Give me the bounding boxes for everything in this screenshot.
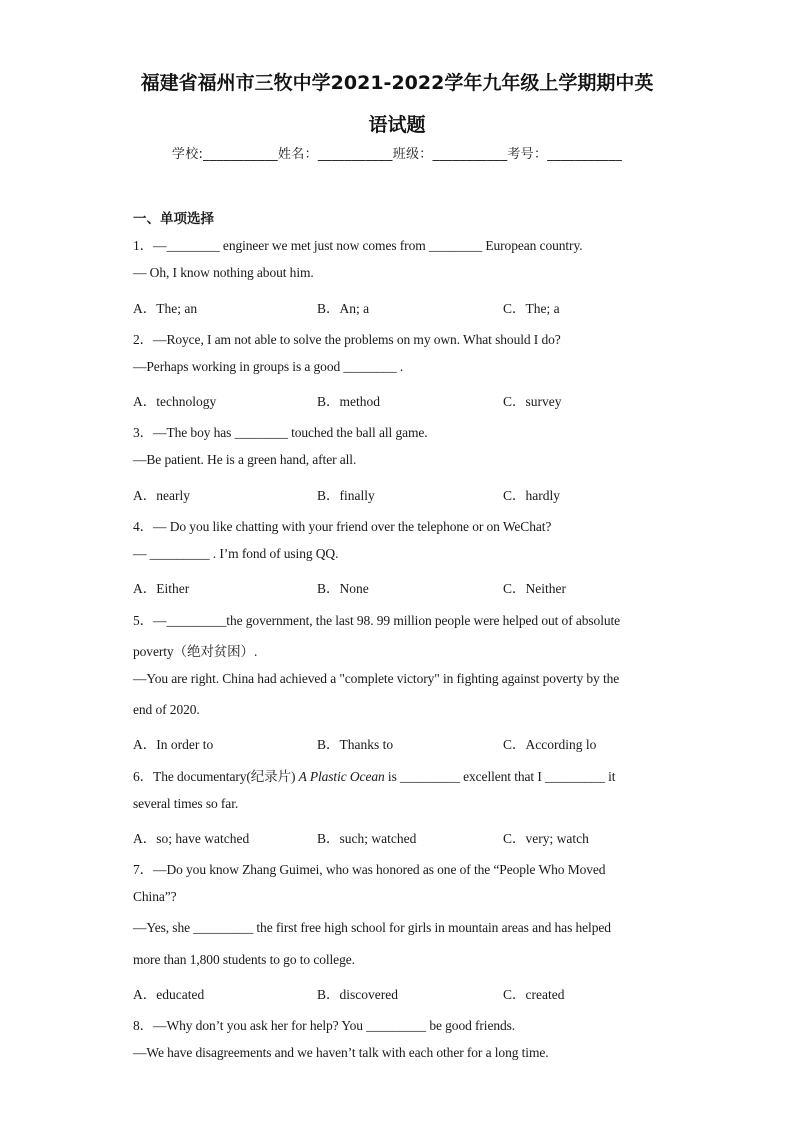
question-6-stem-pre: 6．The documentary(纪录片) [133,769,299,784]
question-4-reply: — _________ . I’m fond of using QQ. [133,546,339,561]
question-6-option-b: B．such; watched [317,831,417,846]
question-5-option-a: A．In order to [133,737,214,752]
question-2-option-c: C．survey [503,394,562,409]
question-6-option-c: C．very; watch [503,831,589,846]
question-8-reply: —We have disagreements and we haven’t talk with each other for a long time. [133,1045,549,1060]
question-6-film-title: A Plastic Ocean [298,769,385,784]
question-5-stem: 5．—_________the government, the last 98. 99 million people were helped out of absolute [133,613,621,628]
question-5-reply: —You are right. China had achieved a "complete victory" in fighting against poverty by the [133,671,620,686]
exam-title-line-2: 语试题 [368,114,426,136]
question-1-option-a: A．The; an [133,301,198,316]
question-3-stem: 3．—The boy has ________ touched the ball all game. [133,425,428,440]
exam-title-line-1: 福建省福州市三牧中学2021-2022学年九年级上学期期中英 [140,72,654,94]
question-4-option-a: A．Either [133,581,190,596]
question-8-stem: 8．—Why don’t you ask her for help? You _________ be good friends. [133,1018,516,1033]
question-3-option-b: B．finally [317,488,375,503]
question-4-option-c: C．Neither [503,581,566,596]
question-6-stem [133,765,615,785]
question-7-option-b: B．discovered [317,987,398,1002]
question-7-option-c: C．created [503,987,565,1002]
question-7-option-a: A．educated [133,987,205,1002]
question-1-option-c: C．The; a [503,301,560,316]
student-info-line: 学校:___________姓名：___________班级：___________考号：___________ [171,147,623,162]
question-6-option-a: A．so; have watched [133,831,250,846]
question-2-reply: —Perhaps working in groups is a good ________ . [133,359,404,374]
question-3-option-a: A．nearly [133,488,190,503]
question-7-reply-cont: more than 1,800 students to go to college. [133,952,355,967]
question-1-option-b: B．An; a [317,301,370,316]
question-5-reply-cont: end of 2020. [133,702,200,717]
question-2-stem: 2．—Royce, I am not able to solve the problems on my own. What should I do? [133,332,561,347]
question-6-stem-cont: several times so far. [133,796,239,811]
question-2-option-b: B．method [317,394,380,409]
question-5-option-b: B．Thanks to [317,737,394,752]
question-1-stem: 1．—________ engineer we met just now comes from ________ European country. [133,238,583,253]
question-5-option-c: C．According lo [503,737,597,752]
question-2-option-a: A．technology [133,394,217,409]
question-5-stem-cont: poverty（绝对贫困）. [133,644,258,659]
question-7-stem: 7．—Do you know Zhang Guimei, who was honored as one of the “People Who Moved [133,862,606,877]
question-4-option-b: B．None [317,581,369,596]
section-heading: 一、单项选择 [133,211,214,227]
question-7-stem-cont: China”? [133,889,177,904]
question-7-reply: —Yes, she _________ the first free high school for girls in mountain areas and has helped [133,920,611,935]
question-3-reply: —Be patient. He is a green hand, after all. [133,452,357,467]
question-1-reply: — Oh, I know nothing about him. [133,265,314,280]
question-4-stem: 4．— Do you like chatting with your friend over the telephone or on WeChat? [133,519,552,534]
question-6-stem-post: is _________ excellent that I _________ it [384,769,616,784]
question-3-option-c: C．hardly [503,488,560,503]
